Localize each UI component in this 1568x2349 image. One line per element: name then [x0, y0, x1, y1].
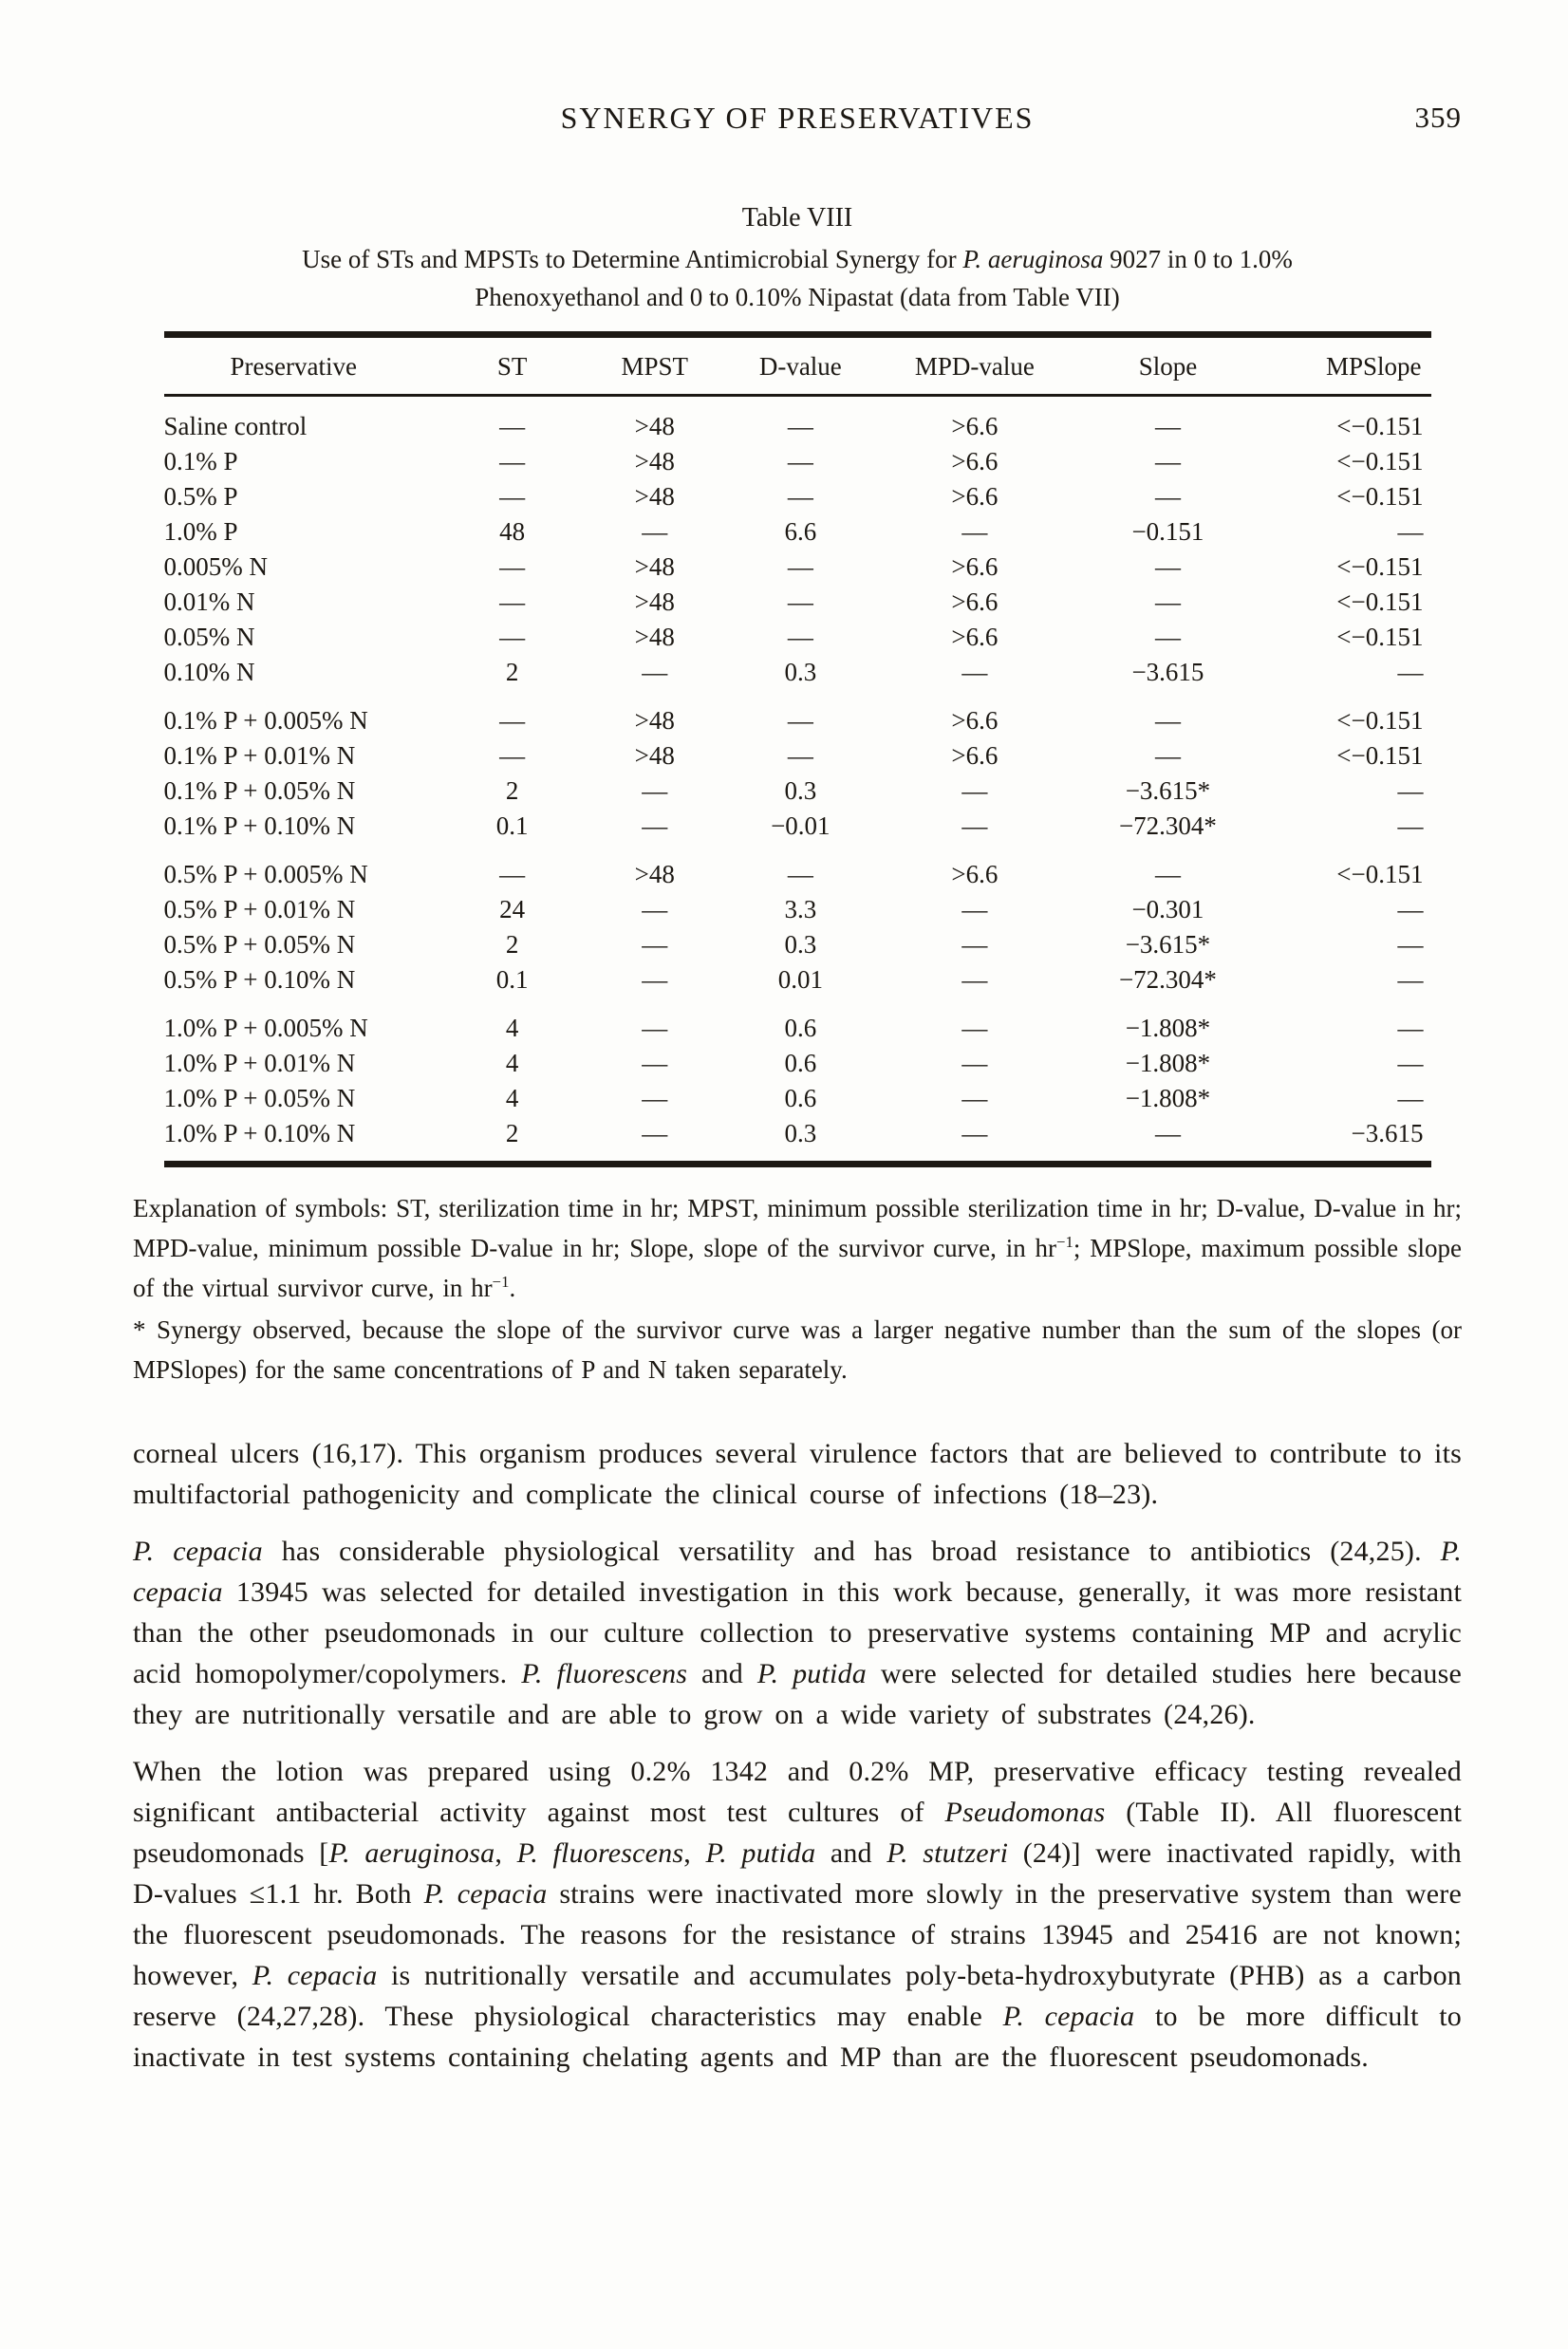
value-cell: <−0.151 — [1336, 552, 1424, 581]
value-cell: <−0.151 — [1336, 482, 1424, 511]
value-cell: >48 — [634, 447, 675, 475]
preservative-cell: 1.0% P + 0.05% N — [163, 1084, 356, 1112]
value-cell: — — [499, 412, 526, 440]
text-run: corneal ulcers (16,17). This organism produces several virulence factors that are believed to contribute to its multifactorial pathogenicity and complicate the clinical course of infections (18–23). — [133, 1438, 1462, 1510]
value-cell: — — [642, 811, 668, 840]
text-run: to be more difficult to inactivate in test systems containing chelating agents and MP than are the fluorescent pseudomonads. — [133, 2001, 1462, 2073]
table-row — [164, 809, 1431, 844]
value-cell: >6.6 — [951, 552, 999, 581]
value-cell: — — [642, 776, 668, 805]
value-cell: — — [787, 482, 813, 511]
table-row — [164, 655, 1431, 690]
value-cell: — — [787, 587, 813, 616]
table-row — [164, 962, 1431, 997]
value-cell: — — [642, 1084, 668, 1112]
value-cell: — — [1154, 706, 1181, 735]
value-cell: — — [787, 623, 813, 651]
table-row — [164, 1116, 1431, 1165]
value-cell: >6.6 — [951, 447, 999, 475]
value-cell: 0.1 — [495, 965, 529, 994]
text-run: * Synergy observed, because the slope of the survivor curve was a larger negative number than the sum of the slopes (or MPSlopes) for the same concentrations of P and N taken separately. — [133, 1315, 1462, 1384]
value-cell: — — [1154, 412, 1181, 440]
value-cell: 0.3 — [784, 930, 817, 959]
text-run: ; MPSlope, maximum possible slope of the virtual survivor curve, in hr — [133, 1234, 1463, 1302]
preservative-cell: 1.0% P + 0.005% N — [163, 1014, 368, 1042]
value-cell: <−0.151 — [1336, 706, 1424, 735]
value-cell: — — [1397, 811, 1424, 840]
preservative-cell: 1.0% P — [163, 517, 238, 546]
table-row — [164, 738, 1431, 774]
value-cell: −1.808* — [1125, 1049, 1211, 1077]
text-run: strains were inactivated more slowly in the preservative system than were the fluorescent pseudomonads. The reasons for the resistance of strains 13945 and 25416 are not known; however, — [133, 1878, 1462, 1991]
value-cell: — — [499, 860, 526, 888]
value-cell: — — [961, 1014, 988, 1042]
value-cell: — — [499, 706, 526, 735]
text-run: 13945 was selected for detailed investigation in this work because, generally, it was more resistant than the other pseudomonads in our culture collection to preservative systems containing MP and acrylic acid homopolymer/copolymers. — [133, 1576, 1462, 1689]
value-cell: — — [1397, 1084, 1424, 1112]
table-row — [164, 1081, 1431, 1116]
column-header: MPSlope — [1273, 335, 1431, 396]
preservative-cell: 0.5% P + 0.01% N — [163, 895, 356, 923]
value-cell: 48 — [499, 517, 526, 546]
text-run: Explanation of symbols: ST, sterilization time in hr; MPST, minimum possible sterilization time in hr; D-value, D-value in hr; MPD-value, minimum possible D-value in hr; Slope, slope of the survivor curve, in hr — [133, 1194, 1462, 1262]
table-row — [164, 444, 1431, 479]
value-cell: 0.1 — [495, 811, 529, 840]
superscript-text: −1 — [492, 1273, 510, 1291]
value-cell: — — [961, 658, 988, 686]
value-cell: — — [961, 895, 988, 923]
text-run: (Table II). All fluorescent pseudomonads [ — [133, 1797, 1462, 1869]
value-cell: — — [642, 1014, 668, 1042]
table-row — [164, 690, 1431, 738]
body-paragraph — [133, 1433, 1462, 1515]
value-cell: — — [961, 776, 988, 805]
value-cell: — — [787, 447, 813, 475]
running-head-title: SYNERGY OF PRESERVATIVES — [560, 101, 1035, 135]
preservative-cell: 0.01% N — [163, 587, 255, 616]
table-note — [133, 1188, 1462, 1308]
superscript-text: −1 — [1056, 1233, 1073, 1251]
table-row — [164, 774, 1431, 809]
preservative-cell: 0.10% N — [163, 658, 255, 686]
value-cell: — — [642, 658, 668, 686]
value-cell: — — [1154, 623, 1181, 651]
value-cell: <−0.151 — [1336, 623, 1424, 651]
column-header: Preservative — [164, 335, 430, 396]
table-row — [164, 620, 1431, 655]
preservatives-table — [164, 331, 1431, 1167]
value-cell: — — [642, 1119, 668, 1147]
value-cell: >48 — [634, 587, 675, 616]
table-row — [164, 927, 1431, 962]
value-cell: >48 — [634, 741, 675, 770]
text-run: , — [495, 1837, 517, 1869]
table-footnote — [133, 1310, 1462, 1389]
value-cell: −72.304* — [1118, 811, 1217, 840]
column-header: Slope — [1063, 335, 1272, 396]
preservative-cell: 0.1% P + 0.01% N — [163, 741, 356, 770]
value-cell: — — [1397, 965, 1424, 994]
value-cell: 4 — [505, 1014, 519, 1042]
value-cell: 4 — [505, 1049, 519, 1077]
italic-text: P. cepacia — [133, 1536, 263, 1567]
value-cell: — — [961, 930, 988, 959]
value-cell: <−0.151 — [1336, 412, 1424, 440]
value-cell: 0.3 — [784, 776, 817, 805]
value-cell: >48 — [634, 860, 675, 888]
text-run: (24)] were inactivated rapidly, with D-values ≤1.1 hr. Both — [133, 1837, 1462, 1910]
italic-text: P. putida — [705, 1837, 816, 1869]
value-cell: 2 — [505, 1119, 519, 1147]
value-cell: — — [787, 741, 813, 770]
body-text — [133, 1433, 1462, 2078]
column-header: MPST — [594, 335, 715, 396]
value-cell: 0.3 — [784, 1119, 817, 1147]
value-cell: >6.6 — [951, 860, 999, 888]
value-cell: −0.151 — [1131, 517, 1204, 546]
value-cell: — — [1397, 517, 1424, 546]
preservative-cell: 0.1% P — [163, 447, 238, 475]
value-cell: 0.6 — [784, 1084, 817, 1112]
value-cell: — — [499, 741, 526, 770]
table-caption — [133, 240, 1462, 316]
table-header-row — [164, 335, 1431, 396]
table-row — [164, 396, 1431, 445]
table-row — [164, 997, 1431, 1046]
value-cell: −3.615* — [1125, 776, 1211, 805]
body-paragraph — [133, 1531, 1462, 1735]
value-cell: >6.6 — [951, 412, 999, 440]
value-cell: — — [787, 706, 813, 735]
value-cell: — — [499, 623, 526, 651]
value-cell: — — [961, 517, 988, 546]
value-cell: 0.6 — [784, 1049, 817, 1077]
table-row — [164, 892, 1431, 927]
value-cell: — — [1154, 552, 1181, 581]
value-cell: 2 — [505, 658, 519, 686]
body-paragraph — [133, 1751, 1462, 2078]
value-cell: — — [1397, 895, 1424, 923]
value-cell: >6.6 — [951, 623, 999, 651]
table-title: Table VIII — [741, 203, 853, 233]
text-run: has considerable physiological versatility and has broad resistance to antibiotics (24,25). — [262, 1536, 1441, 1567]
preservative-cell: 0.05% N — [163, 623, 255, 651]
value-cell: 6.6 — [784, 517, 817, 546]
table-caption-line — [133, 240, 1462, 278]
value-cell: −3.615 — [1351, 1119, 1424, 1147]
italic-text: Pseudomonas — [944, 1797, 1106, 1828]
value-cell: — — [961, 965, 988, 994]
value-cell: >48 — [634, 412, 675, 440]
italic-text: P. cepacia — [1002, 2001, 1135, 2032]
value-cell: <−0.151 — [1336, 447, 1424, 475]
value-cell: <−0.151 — [1336, 741, 1424, 770]
value-cell: — — [499, 447, 526, 475]
italic-text: P. cepacia — [133, 1536, 1462, 1608]
preservative-cell: 0.005% N — [163, 552, 268, 581]
preservative-cell: 1.0% P + 0.01% N — [163, 1049, 356, 1077]
preservative-cell: 0.5% P + 0.10% N — [163, 965, 356, 994]
value-cell: — — [1154, 482, 1181, 511]
value-cell: — — [642, 1049, 668, 1077]
value-cell: — — [787, 552, 813, 581]
value-cell: >6.6 — [951, 482, 999, 511]
value-cell: 24 — [499, 895, 526, 923]
value-cell: — — [499, 587, 526, 616]
page-number: 359 — [1414, 101, 1462, 134]
value-cell: 0.01 — [777, 965, 823, 994]
italic-text: P. aeruginosa — [328, 1837, 495, 1869]
text-run: and — [815, 1837, 887, 1869]
table-row — [164, 514, 1431, 550]
value-cell: — — [642, 930, 668, 959]
value-cell: <−0.151 — [1336, 587, 1424, 616]
value-cell: 2 — [505, 776, 519, 805]
value-cell: −3.615 — [1131, 658, 1204, 686]
value-cell: — — [1154, 587, 1181, 616]
running-head — [133, 99, 1462, 143]
value-cell: <−0.151 — [1336, 860, 1424, 888]
value-cell: — — [642, 895, 668, 923]
italic-text: P. cepacia — [423, 1878, 548, 1910]
text-run: and — [687, 1658, 757, 1689]
text-run: is nutritionally versatile and accumulates poly-beta-hydroxybutyrate (PHB) as a carbon reserve (24,27,28). These physiological characteristics may enable — [133, 1960, 1462, 2032]
value-cell: >6.6 — [951, 741, 999, 770]
value-cell: — — [961, 1049, 988, 1077]
value-cell: −0.301 — [1131, 895, 1204, 923]
table-block — [133, 202, 1462, 1389]
value-cell: >6.6 — [951, 587, 999, 616]
value-cell: −1.808* — [1125, 1084, 1211, 1112]
value-cell: — — [1397, 658, 1424, 686]
column-header: ST — [430, 335, 595, 396]
value-cell: −3.615* — [1125, 930, 1211, 959]
preservative-cell: 1.0% P + 0.10% N — [163, 1119, 356, 1147]
value-cell: — — [787, 412, 813, 440]
value-cell: — — [961, 1084, 988, 1112]
value-cell: 0.3 — [784, 658, 817, 686]
table-row — [164, 585, 1431, 620]
value-cell: — — [1154, 741, 1181, 770]
value-cell: — — [1154, 860, 1181, 888]
value-cell: >48 — [634, 623, 675, 651]
italic-text: P. stutzeri — [887, 1837, 1009, 1869]
italic-text: P. putida — [756, 1658, 867, 1689]
value-cell: — — [1397, 776, 1424, 805]
value-cell: >6.6 — [951, 706, 999, 735]
value-cell: — — [1154, 447, 1181, 475]
italic-text: P. aeruginosa — [962, 245, 1104, 273]
column-header: MPD-value — [886, 335, 1063, 396]
preservative-cell: Saline control — [163, 412, 308, 440]
text-run: , — [683, 1837, 706, 1869]
value-cell: 3.3 — [784, 895, 817, 923]
preservative-cell: 0.1% P + 0.005% N — [163, 706, 368, 735]
value-cell: 0.6 — [784, 1014, 817, 1042]
table-row — [164, 479, 1431, 514]
value-cell: — — [961, 811, 988, 840]
value-cell: — — [642, 517, 668, 546]
text-run: 9027 in 0 to 1.0% — [1103, 245, 1293, 273]
value-cell: — — [1397, 930, 1424, 959]
text-run: Phenoxyethanol and 0 to 0.10% Nipastat (data from Table VII) — [475, 283, 1120, 311]
value-cell: 2 — [505, 930, 519, 959]
value-cell: −72.304* — [1118, 965, 1217, 994]
table-caption-line — [133, 278, 1462, 316]
value-cell: >48 — [634, 482, 675, 511]
value-cell: — — [1397, 1014, 1424, 1042]
value-cell: >48 — [634, 706, 675, 735]
column-header: D-value — [715, 335, 886, 396]
value-cell: — — [642, 965, 668, 994]
italic-text: P. fluorescens — [516, 1837, 684, 1869]
value-cell: — — [499, 552, 526, 581]
text-run: When the lotion was prepared using 0.2% 1342 and 0.2% MP, preservative efficacy testing revealed significant antibacterial activity against most test cultures of — [133, 1756, 1462, 1828]
value-cell: — — [961, 1119, 988, 1147]
value-cell: — — [1397, 1049, 1424, 1077]
preservative-cell: 0.1% P + 0.05% N — [163, 776, 356, 805]
value-cell: 4 — [505, 1084, 519, 1112]
italic-text: P. cepacia — [252, 1960, 378, 1991]
value-cell: −1.808* — [1125, 1014, 1211, 1042]
value-cell: — — [1154, 1119, 1181, 1147]
value-cell: −0.01 — [771, 811, 831, 840]
table-body — [164, 396, 1431, 1165]
table-row — [164, 1046, 1431, 1081]
text-run: . — [509, 1274, 516, 1302]
preservative-cell: 0.1% P + 0.10% N — [163, 811, 356, 840]
text-run: Use of STs and MPSTs to Determine Antimicrobial Synergy for — [302, 245, 963, 273]
preservative-cell: 0.5% P + 0.05% N — [163, 930, 356, 959]
value-cell: >48 — [634, 552, 675, 581]
value-cell: — — [499, 482, 526, 511]
text-run: were selected for detailed studies here because they are nutritionally versatile and are able to grow on a wide variety of substrates (24,26). — [133, 1658, 1462, 1730]
preservative-cell: 0.5% P + 0.005% N — [163, 860, 368, 888]
preservative-cell: 0.5% P — [163, 482, 238, 511]
table-row — [164, 844, 1431, 892]
italic-text: P. fluorescens — [521, 1658, 688, 1689]
value-cell: — — [787, 860, 813, 888]
table-row — [164, 550, 1431, 585]
